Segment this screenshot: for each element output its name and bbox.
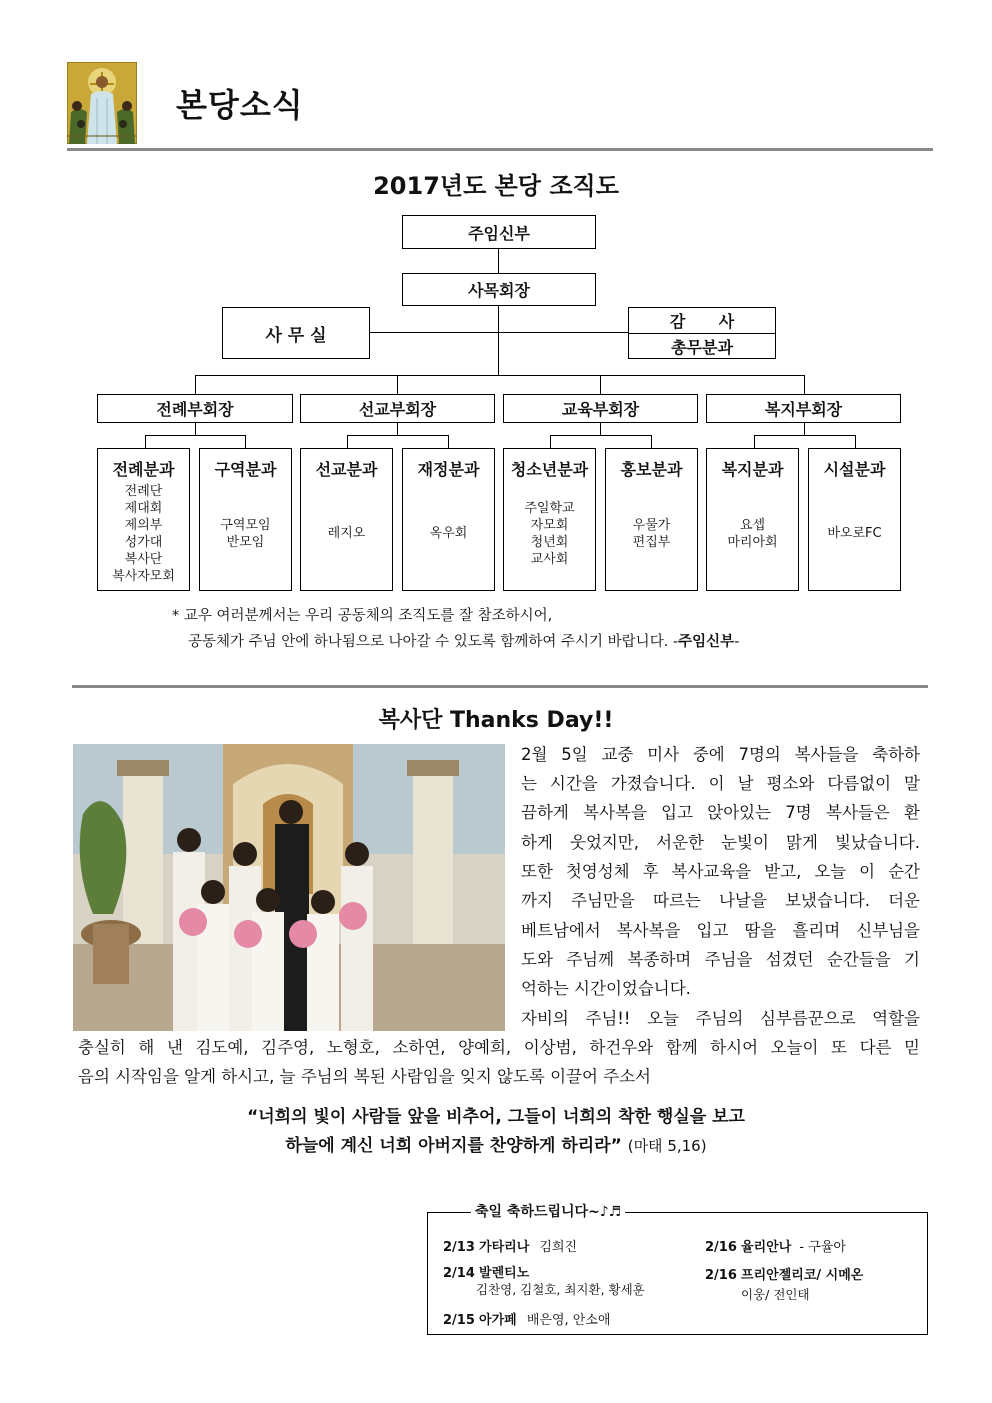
pastor-box: 주임신부 <box>402 215 596 249</box>
dept-box <box>605 448 698 591</box>
dept-item: 편집부 <box>632 534 671 550</box>
feast-date: 2/16 <box>705 1268 737 1283</box>
council-president-box: 사목회장 <box>402 273 596 306</box>
dept-item: 자모회 <box>530 517 569 533</box>
feast-names: - 구율아 <box>799 1240 846 1255</box>
connector <box>145 435 245 436</box>
dept-box <box>808 448 901 591</box>
thanks-paragraph-line: 음의 시작임을 알게 하시고, 늘 주님의 복된 사람임을 잊지 않도록 이끌어 주소서 <box>78 1067 651 1086</box>
dept-box <box>706 448 799 591</box>
connector <box>754 435 855 436</box>
connector <box>195 423 196 435</box>
dept-item: 교사회 <box>530 551 569 567</box>
feast-entry <box>705 1264 863 1283</box>
thanks-paragraph-line: 또한 첫영성체 후 복사교육을 받고, 오늘 이 순간 <box>521 862 920 881</box>
section-divider <box>72 685 928 688</box>
thanks-paragraph-line: 도와 주님께 복종하며 주님을 섬겼던 순간들을 기 <box>521 950 920 969</box>
bible-quote-text: 하늘에 계신 너희 아버지를 찬양하게 하리라” <box>285 1136 622 1156</box>
feast-entry <box>705 1236 846 1255</box>
dept-item: 마리아회 <box>727 534 778 550</box>
feast-names: 김희진 <box>539 1240 578 1255</box>
connector <box>245 435 246 448</box>
altar-servers-photo <box>73 744 505 1031</box>
dept-name: 구역분과 <box>214 460 277 479</box>
feast-entry <box>443 1236 577 1255</box>
connector <box>498 249 499 273</box>
dept-name: 시설분과 <box>823 460 886 479</box>
connector <box>498 306 499 375</box>
thanks-day-title: 복사단 Thanks Day!! <box>378 708 614 733</box>
feast-names: 배은영, 안소애 <box>526 1313 611 1328</box>
dept-item: 요셉 <box>739 517 766 533</box>
org-chart-title: 2017년도 본당 조직도 <box>373 172 619 200</box>
thanks-paragraph-line: 2월 5일 교중 미사 중에 7명의 복사들을 축하하 <box>521 745 920 764</box>
connector <box>347 435 448 436</box>
thanks-paragraph-line: 억하는 시간이었습니다. <box>521 979 691 998</box>
dept-box <box>300 448 393 591</box>
connector <box>397 375 398 394</box>
dept-item: 성가대 <box>124 534 163 550</box>
feast-names: 김찬영, 김철호, 최지환, 황세훈 <box>476 1282 645 1297</box>
header-divider <box>67 148 933 151</box>
bible-quote-line2 <box>0 1131 992 1156</box>
feast-saint: 율리안나 <box>741 1240 792 1255</box>
connector <box>550 435 551 448</box>
connector <box>600 423 601 435</box>
connector <box>397 423 398 435</box>
dept-item: 구역모임 <box>220 517 271 533</box>
org-note-line1: * 교우 여러분께서는 우리 공동체의 조직도를 잘 참조하시어, <box>172 608 553 624</box>
vp-mission-box: 선교부회장 <box>300 394 495 423</box>
dept-item: 제의부 <box>124 517 163 533</box>
feast-saint: 발렌티노 <box>479 1266 530 1281</box>
bible-quote-line1: “너희의 빛이 사람들 앞을 비추어, 그들이 너희의 착한 행실을 보고 <box>247 1107 745 1127</box>
dept-item: 청년회 <box>530 534 569 550</box>
general-affairs-box: 총무분과 <box>628 333 776 359</box>
thanks-paragraph-line: 충실히 해 낸 김도예, 김주영, 노형호, 소하연, 양예희, 이상범, 하건우와 함께 하시어 오늘이 또 다른 믿 <box>78 1038 920 1057</box>
connector <box>145 435 146 448</box>
dept-item: 옥우회 <box>429 526 468 541</box>
feast-saint: 가타리나 <box>479 1240 530 1255</box>
jesus-icon <box>67 62 137 144</box>
dept-item: 우물가 <box>632 517 671 533</box>
dept-name: 전례분과 <box>112 460 175 479</box>
dept-item: 반모임 <box>226 534 265 550</box>
dept-item: 전례단 <box>124 483 163 499</box>
connector <box>550 435 651 436</box>
connector <box>347 435 348 448</box>
dept-item: 복사자모회 <box>112 568 175 584</box>
feast-day-title: 축일 축하드립니다~♪♬ <box>471 1201 625 1221</box>
thanks-paragraph-line: 하게 웃었지만, 서운한 눈빛이 맑게 빛났습니다. <box>521 833 920 852</box>
dept-name: 홍보분과 <box>620 460 683 479</box>
dept-item: 주일학교 <box>524 500 575 516</box>
dept-name: 선교분과 <box>315 460 378 479</box>
org-note-line2 <box>188 630 739 651</box>
connector <box>754 435 755 448</box>
feast-entry <box>443 1309 610 1328</box>
connector <box>448 435 449 448</box>
feast-date: 2/15 <box>443 1313 475 1328</box>
thanks-paragraph-line: 는 시간을 가졌습니다. 이 날 평소와 다름없이 말 <box>521 774 920 793</box>
feast-entry <box>443 1262 529 1281</box>
vp-welfare-box: 복지부회장 <box>706 394 901 423</box>
org-note-sign: 주임신부 <box>678 634 735 650</box>
vp-liturgy-box: 전례부회장 <box>97 394 293 423</box>
feast-saint: 아가페 <box>479 1313 517 1328</box>
org-note-text: 공동체가 주님 안에 하나됨으로 나아갈 수 있도록 함께하여 주시기 바랍니다. - <box>188 634 679 650</box>
org-note-end: - <box>734 634 740 650</box>
connector <box>804 423 805 435</box>
dept-box <box>402 448 495 591</box>
feast-date: 2/16 <box>705 1240 737 1255</box>
office-box: 사 무 실 <box>222 307 370 359</box>
thanks-paragraph-line: 자비의 주님!! 오늘 주님의 심부름꾼으로 역할을 <box>521 1009 920 1028</box>
dept-item: 복사단 <box>124 551 163 567</box>
dept-box <box>503 448 596 591</box>
dept-name: 재정분과 <box>417 460 480 479</box>
auditor-box: 감 사 <box>628 307 776 334</box>
connector <box>370 332 628 333</box>
connector <box>855 435 856 448</box>
connector <box>195 375 196 394</box>
dept-box <box>199 448 292 591</box>
vp-education-box: 교육부회장 <box>503 394 698 423</box>
thanks-paragraph-line: 까지 주님만을 따르는 나날을 보냈습니다. 더운 <box>521 891 920 910</box>
dept-name: 복지분과 <box>721 460 784 479</box>
connector <box>651 435 652 448</box>
thanks-paragraph-line: 베트남에서 복사복을 입고 땀을 흘리며 신부님을 <box>521 921 920 940</box>
thanks-paragraph-line: 끔하게 복사복을 입고 앉아있는 7명 복사들은 환 <box>521 803 920 822</box>
feast-date: 2/14 <box>443 1266 475 1281</box>
dept-item: 레지오 <box>327 526 366 541</box>
dept-item: 바오로FC <box>827 526 882 541</box>
dept-item: 제대회 <box>124 500 163 516</box>
connector <box>600 375 601 394</box>
dept-box <box>97 448 190 591</box>
bible-quote-ref: (마태 5,16) <box>627 1137 707 1155</box>
connector <box>195 375 805 376</box>
feast-names: 이웅/ 전인태 <box>741 1287 810 1302</box>
feast-date: 2/13 <box>443 1240 475 1255</box>
feast-saint: 프리안젤리코/ 시메온 <box>741 1268 864 1283</box>
dept-name: 청소년분과 <box>510 460 589 479</box>
connector <box>804 375 805 394</box>
page-title: 본당소식 <box>176 86 304 124</box>
